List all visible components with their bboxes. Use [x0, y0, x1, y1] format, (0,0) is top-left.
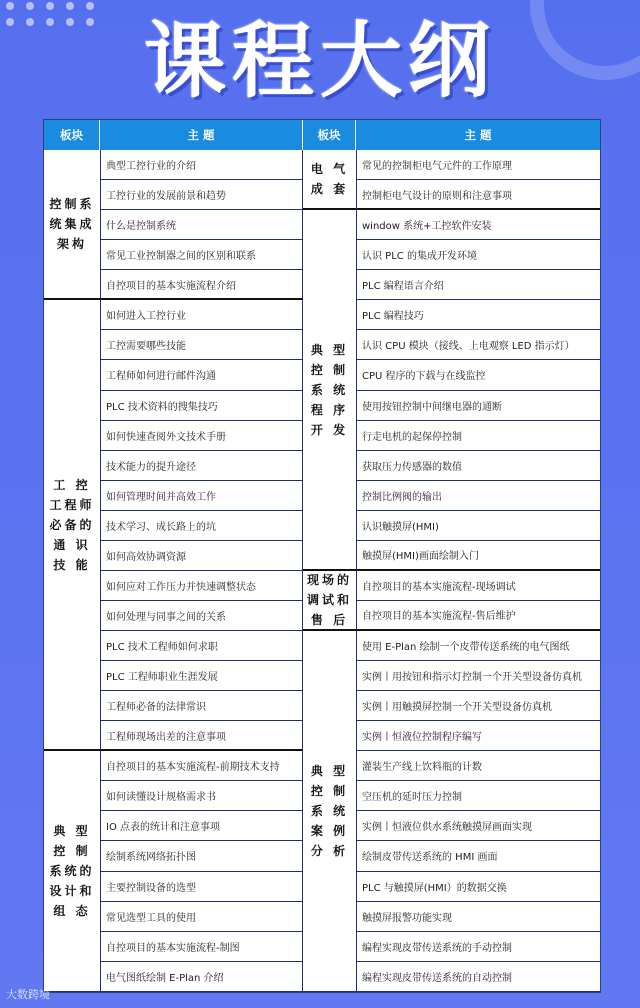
left-topic-row: 如何高效协调资源 [100, 541, 303, 571]
left-category-2: 典 型 控 制 系统的 设计和 组 态 [44, 751, 100, 992]
right-topic-row: 控制比例阀的输出 [356, 481, 600, 511]
right-topic-row: 实例丨用按钮和指示灯控制一个开关型设备仿真机 [356, 661, 600, 691]
right-topic-row: PLC 与触摸屏(HMI）的数据交换 [356, 872, 600, 902]
left-topic-row: 绘制系统网络拓扑图 [100, 841, 303, 871]
right-topic-row: 认识触摸屏(HMI) [356, 511, 600, 541]
left-topic-row: 如何读懂设计规格需求书 [100, 781, 303, 811]
right-topic-row: 灌装生产线上饮料瓶的计数 [356, 751, 600, 781]
right-topic-row: 实例丨恒液位控制程序编写 [356, 721, 600, 751]
header-topic-left: 主 题 [100, 120, 303, 150]
right-category-0: 电 气 成 套 [303, 150, 356, 210]
page-title: 课程大纲 [143, 14, 496, 109]
right-topic-row: 认识 PLC 的集成开发环境 [356, 240, 600, 270]
left-topic-row: 工控需要哪些技能 [100, 330, 303, 360]
left-category-0: 控制系统集成架构 [44, 150, 100, 300]
right-category-2: 现场的 调试和 售 后 [303, 571, 356, 631]
left-topic-row: 自控项目的基本实施流程-制图 [100, 932, 303, 962]
left-topic-row: 如何处理与同事之间的关系 [100, 601, 303, 631]
left-topic-row: 技术能力的提升途径 [100, 451, 303, 481]
right-category-3: 典 型 控 制 系 统 案 例 分 析 [303, 631, 356, 992]
left-topic-row: 工程师现场出差的注意事项 [100, 721, 303, 751]
left-topic-row: 电气图纸绘制 E-Plan 介绍 [100, 962, 303, 992]
watermark-logo: 大数跨境 [6, 988, 50, 1001]
right-topic-row: 空压机的延时压力控制 [356, 781, 600, 811]
right-topic-row: 自控项目的基本实施流程-现场调试 [356, 571, 600, 601]
right-topic-row: 使用 E-Plan 绘制一个皮带传送系统的电气图纸 [356, 631, 600, 661]
right-topic-row: 常见的控制柜电气元件的工作原理 [356, 150, 600, 180]
right-topic-row: window 系统+工控软件安装 [356, 210, 600, 240]
right-topic-row: 实例丨恒液位供水系统触摸屏画面实现 [356, 811, 600, 841]
right-topic-row: 实例丨用触摸屏控制一个开关型设备仿真机 [356, 691, 600, 721]
left-topic-row: 自控项目的基本实施流程介绍 [100, 270, 303, 300]
left-topic-row: IO 点表的统计和注意事项 [100, 811, 303, 841]
left-topic-row: 自控项目的基本实施流程-前期技术支持 [100, 751, 303, 781]
right-topic-row: CPU 程序的下载与在线监控 [356, 360, 600, 390]
left-topic-row: PLC 技术工程师如何求职 [100, 631, 303, 661]
left-topic-row: 主要控制设备的选型 [100, 872, 303, 902]
left-topic-row: 常见工业控制器之间的区别和联系 [100, 240, 303, 270]
right-category-1: 典 型 控 制 系 统 程 序 开 发 [303, 210, 356, 571]
right-topic-row: 触摸屏(HMI)画面绘制入门 [356, 541, 600, 571]
syllabus-grid [44, 120, 600, 992]
left-topic-row: PLC 工程师职业生涯发展 [100, 661, 303, 691]
left-topic-row: 如何进入工控行业 [100, 300, 303, 330]
right-topic-row: PLC 编程技巧 [356, 300, 600, 330]
left-topic-row: PLC 技术资料的搜集技巧 [100, 391, 303, 421]
syllabus-table [43, 119, 601, 993]
right-topic-row: PLC 编程语言介绍 [356, 270, 600, 300]
left-topic-row: 常见选型工具的使用 [100, 902, 303, 932]
right-topic-row: 触摸屏报警功能实现 [356, 902, 600, 932]
left-topic-row: 什么是控制系统 [100, 210, 303, 240]
right-topic-row: 编程实现皮带传送系统的自动控制 [356, 962, 600, 992]
left-topic-row: 技术学习、成长路上的坑 [100, 511, 303, 541]
left-topic-row: 工控行业的发展前景和趋势 [100, 180, 303, 210]
left-topic-row: 工程师如何进行邮件沟通 [100, 360, 303, 390]
right-topic-row: 控制柜电气设计的原则和注意事项 [356, 180, 600, 210]
right-topic-row: 编程实现皮带传送系统的手动控制 [356, 932, 600, 962]
left-topic-row: 如何管理时间并高效工作 [100, 481, 303, 511]
left-topic-row: 如何应对工作压力并快速调整状态 [100, 571, 303, 601]
right-topic-row: 获取压力传感器的数值 [356, 451, 600, 481]
right-topic-row: 认识 CPU 模块（接线、上电观察 LED 指示灯） [356, 330, 600, 360]
right-topic-row: 行走电机的起保停控制 [356, 421, 600, 451]
left-topic-row: 典型工控行业的介绍 [100, 150, 303, 180]
left-category-1: 工 控 工程师 必备的 通 识 技 能 [44, 300, 100, 751]
left-topic-row: 工程师必备的法律常识 [100, 691, 303, 721]
right-topic-row: 绘制皮带传送系统的 HMI 画面 [356, 841, 600, 871]
right-topic-row: 使用按钮控制中间继电器的通断 [356, 391, 600, 421]
header-block-right: 板块 [303, 120, 356, 150]
header-topic-right: 主 题 [356, 120, 600, 150]
left-topic-row: 如何快速查阅外文技术手册 [100, 421, 303, 451]
right-topic-row: 自控项目的基本实施流程-售后维护 [356, 601, 600, 631]
header-block-left: 板块 [44, 120, 100, 150]
